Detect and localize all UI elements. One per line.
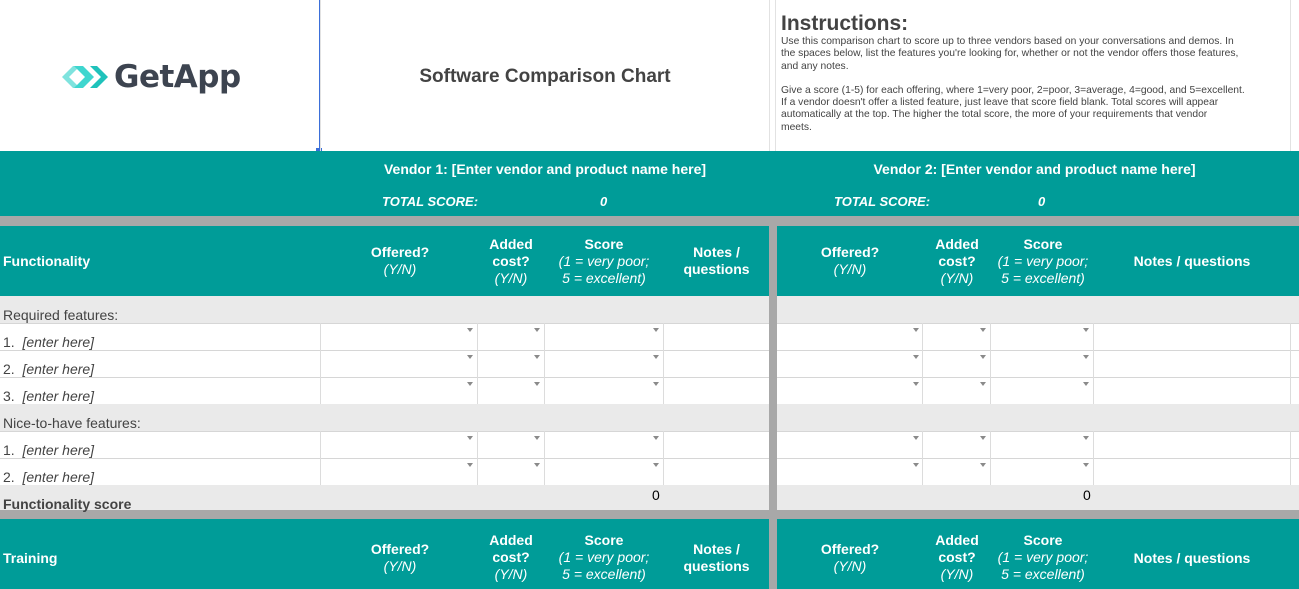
offered-dropdown-icon[interactable] — [913, 355, 919, 359]
col-added-cost-v1: Added cost? (Y/N) — [489, 236, 533, 286]
functionality-title: Functionality — [3, 253, 91, 269]
offered-dropdown-icon[interactable] — [467, 382, 473, 386]
instructions-line: meets. — [781, 121, 812, 133]
offered-dropdown-icon[interactable] — [467, 355, 473, 359]
functionality-score-label: Functionality score — [3, 496, 132, 512]
vendor-1-name[interactable]: Vendor 1: [Enter vendor and product name here] — [383, 161, 707, 177]
instructions-cell[interactable] — [775, 0, 1299, 151]
instructions-line: the spaces below, list the features you're looking for, whether or not the vendor offers those features, — [781, 48, 1239, 60]
score-dropdown-icon[interactable] — [653, 328, 659, 332]
col-score-v1: Score (1 = very poor; 5 = excellent) — [558, 532, 650, 582]
required-feature-1[interactable]: 1. [enter here] — [3, 334, 95, 350]
offered-dropdown-icon[interactable] — [913, 382, 919, 386]
added-cost-dropdown-icon[interactable] — [980, 355, 986, 359]
col-notes-v2: Notes / questions — [1133, 550, 1251, 566]
logo-text: GetApp — [114, 59, 241, 95]
instructions-line: If a vendor doesn't offer a listed feature, just leave that score field blank. Total scores will appear — [781, 97, 1219, 109]
col-notes-v2: Notes / questions — [1133, 253, 1251, 269]
added-cost-dropdown-icon[interactable] — [534, 355, 540, 359]
nice-features-row-v2 — [777, 404, 1299, 431]
col-offered-v1: Offered? (Y/N) — [370, 244, 430, 277]
added-cost-dropdown-icon[interactable] — [980, 436, 986, 440]
section-divider — [0, 216, 1299, 226]
added-cost-dropdown-icon[interactable] — [534, 436, 540, 440]
score-dropdown-icon[interactable] — [653, 382, 659, 386]
instructions-line: automatically at the top. The higher the total score, the more of your requirements that vendor — [781, 109, 1208, 121]
offered-dropdown-icon[interactable] — [467, 463, 473, 467]
offered-dropdown-icon[interactable] — [913, 328, 919, 332]
nice-features-label: Nice-to-have features: — [3, 415, 141, 431]
title-cell[interactable] — [320, 0, 770, 151]
nice-feature-1[interactable]: 1. [enter here] — [3, 442, 95, 458]
added-cost-dropdown-icon[interactable] — [980, 328, 986, 332]
offered-dropdown-icon[interactable] — [467, 328, 473, 332]
added-cost-dropdown-icon[interactable] — [534, 382, 540, 386]
score-dropdown-icon[interactable] — [653, 436, 659, 440]
col-offered-v2: Offered? (Y/N) — [820, 541, 880, 574]
added-cost-dropdown-icon[interactable] — [980, 463, 986, 467]
score-dropdown-icon[interactable] — [1083, 436, 1089, 440]
functionality-score-v1: 0 — [652, 487, 660, 503]
offered-dropdown-icon[interactable] — [467, 436, 473, 440]
required-features-row-v2 — [777, 296, 1299, 323]
vendor-1-total-score: 0 — [600, 194, 608, 209]
section-divider — [0, 510, 1299, 519]
getapp-logo — [62, 57, 241, 97]
col-added-cost-v2: Added cost? (Y/N) — [935, 236, 979, 286]
score-dropdown-icon[interactable] — [1083, 463, 1089, 467]
col-added-cost-v1: Added cost? (Y/N) — [489, 532, 533, 582]
score-dropdown-icon[interactable] — [1083, 328, 1089, 332]
functionality-score-v2: 0 — [1083, 487, 1091, 503]
added-cost-dropdown-icon[interactable] — [534, 328, 540, 332]
col-notes-v1: Notes / questions — [683, 541, 750, 574]
instructions-line: Use this comparison chart to score up to three vendors based on your conversations and demos. In — [781, 36, 1234, 47]
vendor-2-total-label: TOTAL SCORE: — [834, 194, 931, 209]
training-title: Training — [3, 550, 58, 566]
instructions-line: Give a score (1-5) for each offering, where 1=very poor, 2=poor, 3=average, 4=good, and 5=excellent. — [781, 84, 1245, 96]
col-score-v2: Score (1 = very poor; 5 = excellent) — [997, 532, 1089, 582]
col-offered-v1: Offered? (Y/N) — [370, 541, 430, 574]
required-feature-3[interactable]: 3. [enter here] — [3, 388, 95, 404]
col-added-cost-v2: Added cost? (Y/N) — [935, 532, 979, 582]
col-notes-v1: Notes / questions — [683, 244, 750, 277]
offered-dropdown-icon[interactable] — [913, 436, 919, 440]
offered-dropdown-icon[interactable] — [913, 463, 919, 467]
score-dropdown-icon[interactable] — [1083, 355, 1089, 359]
vendor-2-name[interactable]: Vendor 2: [Enter vendor and product name here] — [873, 161, 1196, 177]
score-dropdown-icon[interactable] — [653, 463, 659, 467]
added-cost-dropdown-icon[interactable] — [980, 382, 986, 386]
instructions-line: and any notes. — [781, 60, 849, 72]
vendor-1-total-label: TOTAL SCORE: — [382, 194, 479, 209]
score-dropdown-icon[interactable] — [1083, 382, 1089, 386]
vendor-divider — [769, 226, 777, 589]
required-features-label: Required features: — [3, 307, 119, 323]
required-feature-2[interactable]: 2. [enter here] — [3, 361, 95, 377]
page-title: Software Comparison Chart — [419, 65, 671, 87]
vendor-2-total-score: 0 — [1038, 194, 1046, 209]
added-cost-dropdown-icon[interactable] — [534, 463, 540, 467]
logo-chevrons-icon — [62, 64, 108, 90]
nice-feature-2[interactable]: 2. [enter here] — [3, 469, 95, 485]
functionality-score-row-v2 — [777, 485, 1299, 510]
col-score-v2: Score (1 = very poor; 5 = excellent) — [997, 236, 1089, 286]
score-dropdown-icon[interactable] — [653, 355, 659, 359]
instructions-heading: Instructions: — [781, 12, 909, 35]
col-score-v1: Score (1 = very poor; 5 = excellent) — [558, 236, 650, 286]
col-offered-v2: Offered? (Y/N) — [820, 244, 880, 277]
